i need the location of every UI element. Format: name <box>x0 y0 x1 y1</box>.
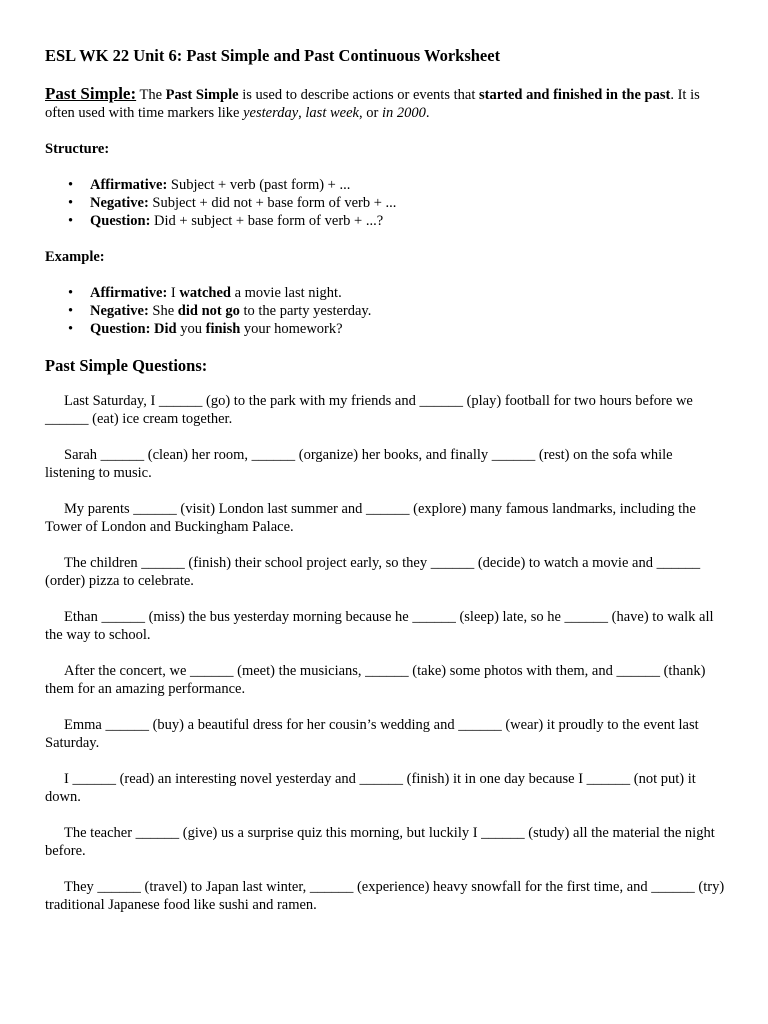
past-simple-intro <box>45 85 725 122</box>
intro-text: . It is often used with time markers like <box>45 87 700 121</box>
intro-emphasis: started and finished in the past <box>478 87 671 103</box>
structure-item-text: Subject + did not + base form of verb + ... <box>148 195 397 211</box>
structure-item-label: Question: <box>90 213 151 229</box>
exercise-item: After the concert, we ______ (meet) the musicians, ______ (take) some photos with them, and ______ (thank) them for an amazing performance. <box>45 663 706 697</box>
structure-list <box>45 176 725 230</box>
example-label: Example: <box>45 249 105 265</box>
structure-item <box>90 194 725 212</box>
structure-label: Structure: <box>45 141 110 157</box>
example-text: She <box>148 303 178 319</box>
time-marker: in 2000 <box>381 105 426 121</box>
example-item-label: Question: Did <box>90 321 177 337</box>
structure-item-text: Did + subject + base form of verb + ...? <box>150 213 384 229</box>
example-verb: watched <box>179 285 231 301</box>
exercise-item: They ______ (travel) to Japan last winter, ______ (experience) heavy snowfall for the first time, and ______ (try) traditional Japanese food like sushi and ramen. <box>45 879 725 913</box>
intro-text: , <box>298 105 306 121</box>
structure-item <box>90 176 725 194</box>
example-text: you <box>176 321 206 337</box>
intro-text: The <box>136 87 166 103</box>
structure-item-text: Subject + verb (past form) + ... <box>167 177 351 193</box>
example-text: to the party yesterday. <box>239 303 372 319</box>
exercise-item: Last Saturday, I ______ (go) to the park with my friends and ______ (play) football for two hours before we ______ (eat) ice cream together. <box>45 393 693 427</box>
example-verb: finish <box>205 321 241 337</box>
exercise-list <box>45 392 725 914</box>
worksheet-title: ESL WK 22 Unit 6: Past Simple and Past Continuous Worksheet <box>45 46 501 65</box>
example-text: your homework? <box>240 321 343 337</box>
exercise-item: Emma ______ (buy) a beautiful dress for her cousin’s wedding and ______ (wear) it proudly to the event last Saturday. <box>45 717 699 751</box>
time-marker: last week <box>305 105 359 121</box>
intro-text: . <box>425 105 430 121</box>
intro-text: is used to describe actions or events that <box>238 87 479 103</box>
exercise-item: The children ______ (finish) their school project early, so they ______ (decide) to watch a movie and ______ (order) pizza to celebrate. <box>45 555 701 589</box>
exercise-item: I ______ (read) an interesting novel yesterday and ______ (finish) it in one day because I ______ (not put) it down. <box>45 771 696 805</box>
intro-text: , or <box>358 105 382 121</box>
exercise-item: The teacher ______ (give) us a surprise quiz this morning, but luckily I ______ (study) all the material the night before. <box>45 825 715 859</box>
structure-item-label: Affirmative: <box>90 177 168 193</box>
structure-item <box>90 212 725 230</box>
example-text: a movie last night. <box>230 285 342 301</box>
worksheet-content <box>45 46 725 932</box>
exercise-item: Ethan ______ (miss) the bus yesterday morning because he ______ (sleep) late, so he ______ (have) to walk all the way to school. <box>45 609 714 643</box>
intro-term: Past Simple <box>165 87 239 103</box>
example-item-question <box>90 320 725 338</box>
example-list <box>45 284 725 338</box>
example-verb: did not go <box>177 303 240 319</box>
exercise-item: Sarah ______ (clean) her room, ______ (organize) her books, and finally ______ (rest) on the sofa while listening to music. <box>45 447 673 481</box>
intro-lead: Past Simple: <box>45 84 137 103</box>
questions-heading: Past Simple Questions: <box>45 356 208 375</box>
structure-item-label: Negative: <box>90 195 149 211</box>
example-text: I <box>167 285 180 301</box>
exercise-item: My parents ______ (visit) London last summer and ______ (explore) many famous landmarks, including the Tower of London and Buckingham Palace. <box>45 501 696 535</box>
example-item-label: Affirmative: <box>90 285 168 301</box>
time-marker: yesterday <box>243 105 299 121</box>
example-item-affirmative <box>90 284 725 302</box>
example-item-negative <box>90 302 725 320</box>
example-item-label: Negative: <box>90 303 149 319</box>
